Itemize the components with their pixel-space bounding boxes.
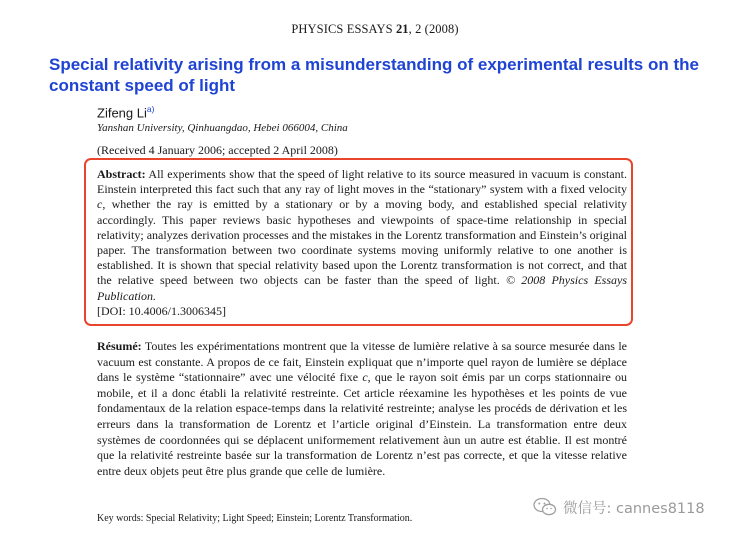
author-footnote: a)	[146, 104, 155, 114]
journal-header	[0, 22, 750, 37]
resume-label: Résumé:	[97, 339, 142, 353]
resume-text-2: , que le rayon soit émis par un corps stationnaire ou mobile, et il a donc établi la relativité restreinte. Cet article réexamine les hypothèses et les points de vue fondamentaux de la relation espace-temps dans la relativité restreinte; analyse les procéds de dérivation et les erreurs dans la transformation de Lorentz et l’article original d’Einstein. La transformation entre deux systèmes de coordonnées qui se déplacent uniformement relativement àun un autre est établie. Il est montré que la relativité restreinte basée sur la transformation de Lorentz n’est pas correcte, et que la vitesse relative entre deux objets peut être plus grande que celle de lumière.	[97, 370, 628, 478]
resume	[97, 339, 627, 479]
abstract-text-1: All experiments show that the speed of light relative to its source measured in vacuum is constant. Einstein interpreted this fact such that any ray of light moves in the “stationary” system with a fixed velocity	[97, 167, 627, 197]
author	[97, 104, 154, 120]
journal-name: PHYSICS ESSAYS	[291, 22, 393, 36]
abstract-var: c	[97, 197, 103, 212]
wechat-icon	[533, 497, 557, 517]
affiliation: Yanshan University, Qinhuangdao, Hebei 066004, China	[97, 122, 348, 134]
abstract-text-2: , whether the ray is emitted by a stationary or by a moving body, and established special relativity accordingly. This paper reviews basic hypotheses and viewpoints of space-time relationship in special relativity; analyzes derivation processes and the mistakes in the Lorentz transformation and Einstein’s original paper. The transformation between two coordinate systems moving uniformly relative to one another is established. It is shown that special relativity based upon the Lorentz transformation is not correct, and that the relative speed between two objects can be faster than the speed of light.	[97, 197, 627, 288]
paper-title: Special relativity arising from a misunderstanding of experimental results on the constant speed of light	[49, 55, 699, 95]
watermark	[533, 495, 705, 519]
resume-var: c	[362, 370, 368, 385]
copyright: © 2008 Physics Essays Publication.	[97, 273, 627, 303]
resume-text-1: Toutes les expérimentations montrent que la vitesse de lumière relative à sa source mesurée dans le vacuum est constante. A propos de ce fait, Einstein expliquat que n’importe quel rayon de lumière se déplace dans le système “stationnaire” avec une vélocité fixe	[97, 339, 627, 385]
author-name: Zifeng Li	[97, 105, 147, 121]
abstract	[97, 167, 627, 319]
keywords: Key words: Special Relativity; Light Speed; Einstein; Lorentz Transformation.	[97, 513, 413, 524]
watermark-text: 微信号: cannes8118	[563, 500, 705, 517]
abstract-label: Abstract:	[97, 167, 146, 181]
received-dates: (Received 4 January 2006; accepted 2 April 2008)	[97, 143, 338, 157]
journal-issue: , 2 (2008)	[408, 22, 459, 36]
doi: [DOI: 10.4006/1.3006345]	[97, 303, 226, 318]
journal-volume: 21	[395, 22, 409, 36]
